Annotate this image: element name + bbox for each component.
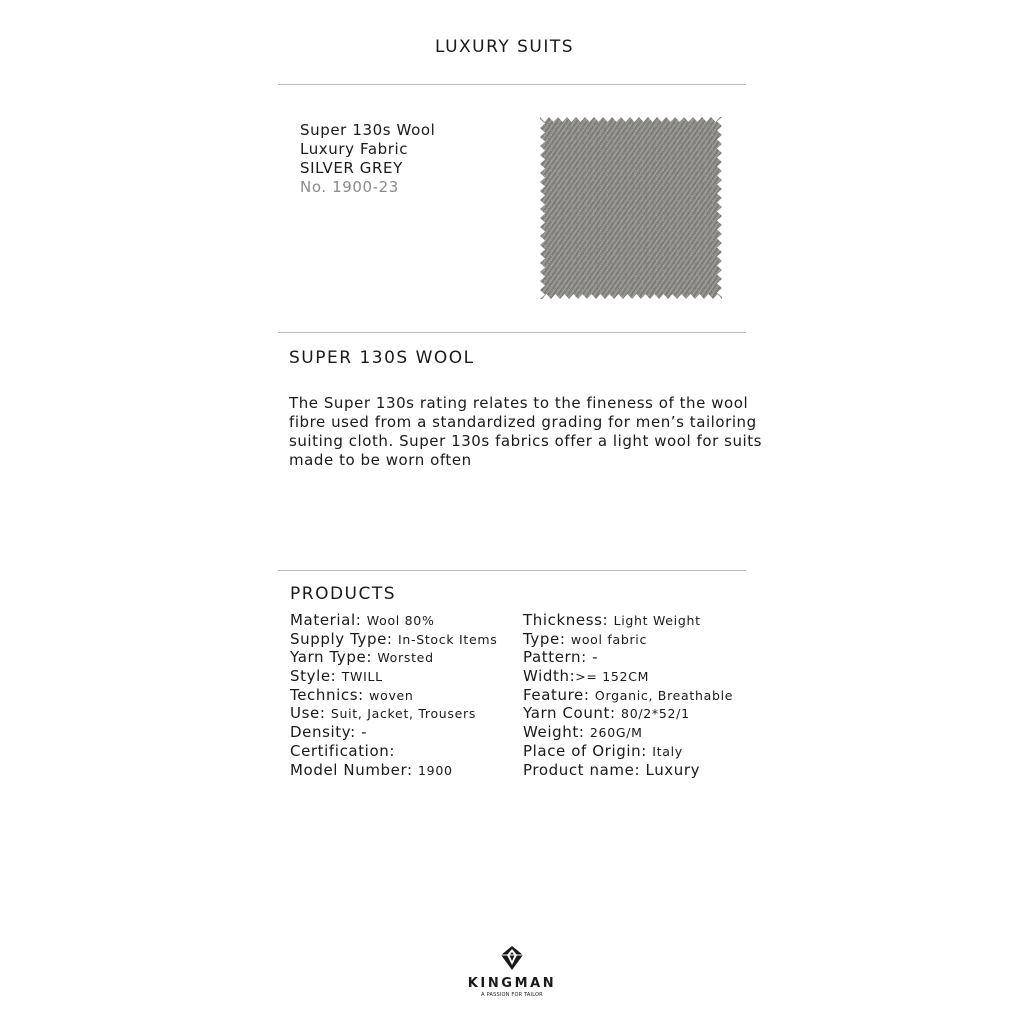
product-spec-row xyxy=(290,742,497,761)
spec-label: Model Number: xyxy=(290,760,413,779)
spec-label: Density: - xyxy=(290,723,368,742)
product-spec-row xyxy=(523,742,733,761)
spec-value: Organic, Breathable xyxy=(594,687,734,703)
products-left-column xyxy=(290,611,497,779)
spec-label: Place of Origin: xyxy=(523,741,647,760)
spec-label: Pattern: - xyxy=(523,648,599,667)
product-spec-row xyxy=(523,723,733,742)
products-right-column xyxy=(523,611,733,779)
product-spec-row xyxy=(523,611,733,630)
spec-value: Luxury xyxy=(645,760,701,779)
divider xyxy=(278,570,746,571)
spec-label: Type: xyxy=(523,629,566,648)
product-spec-row xyxy=(290,630,497,649)
spec-label: Yarn Type: xyxy=(290,648,372,667)
product-spec-row xyxy=(290,704,497,723)
spec-value: In-Stock Items xyxy=(397,631,498,647)
brand-tagline: A PASSION FOR TAILOR xyxy=(481,992,543,998)
spec-label: Feature: xyxy=(523,685,590,704)
page-title: LUXURY SUITS xyxy=(434,37,575,57)
product-spec-row xyxy=(523,667,733,686)
product-spec-row xyxy=(523,686,733,705)
fabric-grade: Luxury Fabric xyxy=(300,140,409,158)
fabric-code: No. 1900-23 xyxy=(300,178,399,196)
product-spec-row xyxy=(290,723,497,742)
spec-value: 260G/M xyxy=(589,725,643,741)
spec-value: 80/2*52/1 xyxy=(621,706,690,722)
product-spec-row xyxy=(290,686,497,705)
fabric-name: Super 130s Wool xyxy=(300,121,436,139)
brand-logo xyxy=(462,946,562,998)
spec-label: Certification: xyxy=(290,741,395,760)
spec-label: Technics: xyxy=(290,685,364,704)
product-spec-row xyxy=(290,611,497,630)
spec-value: 1900 xyxy=(418,762,453,778)
diamond-crest-icon xyxy=(501,946,523,970)
fabric-swatch xyxy=(540,117,722,299)
spec-value: Italy xyxy=(652,743,683,759)
divider xyxy=(278,332,746,333)
spec-label: Use: xyxy=(290,704,326,723)
spec-value: Suit, Jacket, Trousers xyxy=(330,706,477,722)
spec-value: wool fabric xyxy=(570,631,648,647)
spec-value: TWILL xyxy=(341,669,383,685)
product-spec-row xyxy=(523,761,733,780)
divider xyxy=(278,84,746,85)
product-spec-row xyxy=(290,761,497,780)
spec-label: Weight: xyxy=(523,723,585,742)
product-spec-row xyxy=(523,648,733,667)
products-title: PRODUCTS xyxy=(290,584,397,604)
section-description: The Super 130s rating relates to the fineness of the wool fibre used from a standardized grading for men’s tailoring suiting cloth. Super 130s fabrics offer a light wool for suits made to be worn often xyxy=(289,394,763,469)
product-spec-row xyxy=(523,630,733,649)
spec-label: Supply Type: xyxy=(290,629,393,648)
fabric-color: SILVER GREY xyxy=(300,159,403,177)
spec-value: Light Weight xyxy=(613,613,701,628)
spec-value: >= 152CM xyxy=(575,669,650,685)
spec-label: Width: xyxy=(523,667,576,686)
spec-label: Thickness: xyxy=(523,611,609,629)
section-title: SUPER 130S WOOL xyxy=(289,348,475,368)
spec-label: Style: xyxy=(290,667,337,686)
spec-label: Yarn Count: xyxy=(523,704,616,723)
spec-value: woven xyxy=(369,687,414,703)
brand-name: KINGMAN xyxy=(467,976,557,991)
spec-label: Material: xyxy=(290,611,362,629)
product-spec-row xyxy=(523,704,733,723)
spec-value: Worsted xyxy=(377,650,434,666)
spec-value: Wool 80% xyxy=(366,613,435,628)
product-spec-row xyxy=(290,667,497,686)
product-spec-row xyxy=(290,648,497,667)
spec-label: Product name: xyxy=(523,760,641,779)
